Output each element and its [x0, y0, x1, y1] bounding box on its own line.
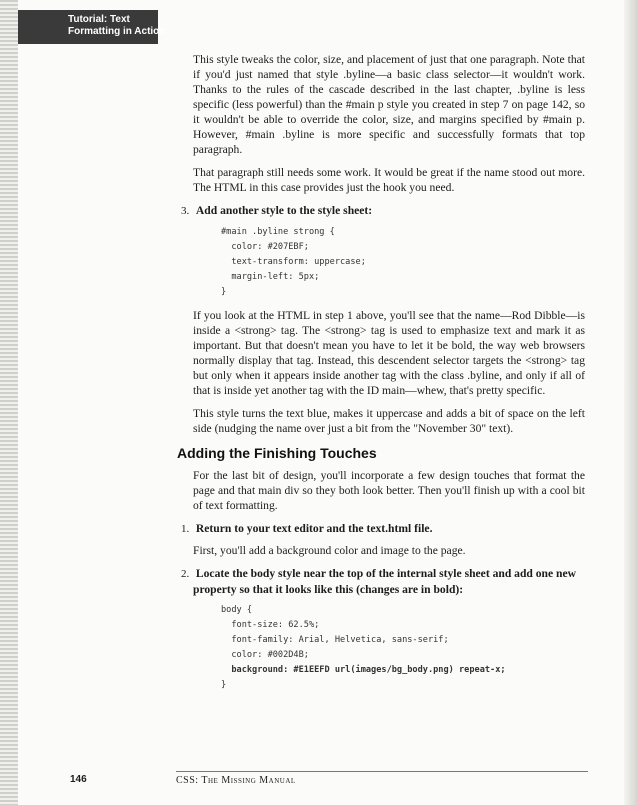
code-line-bold: background: #E1EEFD url(images/bg_body.png) repeat-x; [221, 665, 506, 675]
code-line: body { [221, 605, 253, 615]
code-block-byline-strong: #main .byline strong { color: #207EBF; text-transform: uppercase; margin-left: 5px; } [221, 227, 366, 297]
step-1 [181, 521, 585, 537]
step-number: 1. [181, 523, 190, 535]
code-block-body [221, 603, 585, 693]
step-instruction: Return to your text editor and the text.html file. [195, 522, 433, 535]
page-binding-edge [0, 0, 18, 805]
code-line: font-size: 62.5%; [221, 620, 320, 630]
footer-rule [176, 771, 588, 772]
paragraph-specificity: This style tweaks the color, size, and placement of just that one paragraph. Note that if you'd just named that style .byline—a basic class selector—it wouldn't work. Thanks to the rules of the cascade described in the last chapter, .byline is less specific (less powerful) than the #main p style you created in step 7 on page 142, so it wouldn't be able to override the color, size, and margins specified by #main p. However, #main .byline is more specific and successfully formats that top paragraph. [193, 53, 585, 156]
paragraph-style-effect: This style turns the text blue, makes it uppercase and adds a bit of space on the left side (nudging the name over just a bit from the "November 30" text). [193, 407, 585, 435]
page-body [177, 52, 585, 701]
page-number: 146 [70, 774, 87, 785]
code-line: } [221, 680, 227, 690]
chapter-tab [18, 10, 166, 44]
chapter-tab-line2: Formatting in Action [68, 26, 166, 37]
running-footer: CSS: The Missing Manual [176, 775, 296, 786]
code-line: color: #002D4B; [221, 650, 309, 660]
section-intro: For the last bit of design, you'll incorporate a few design touches that format the page and that main div so they both look better. Then you'll finish up with a cool bit of text formatting. [193, 469, 585, 512]
step-3 [181, 203, 585, 219]
chapter-tab-line1: Tutorial: Text [68, 14, 130, 25]
page-fold-edge [624, 0, 638, 805]
paragraph-needs-work: That paragraph still needs some work. It would be great if the name stood out more. The HTML in this case provides just the hook you need. [193, 166, 585, 194]
paragraph-strong-tag: If you look at the HTML in step 1 above, you'll see that the name—Rod Dibble—is inside a <strong> tag. The <strong> tag is used to emphasize text and mark it as important. But that doesn't mean you have to let it be bold, the way web browsers normally display that tag. Instead, this descendent selector targets the <strong> tag but only when it appears inside another tag with the class .byline, and only if all of that is inside yet another tag with the ID main—whew, that's pretty specific. [193, 309, 585, 397]
step-instruction: Add another style to the style sheet: [195, 204, 373, 217]
step-number: 3. [181, 205, 190, 217]
section-heading: Adding the Finishing Touches [177, 445, 377, 461]
step-instruction: Locate the body style near the top of the internal style sheet and add one new property so that it looks like this (changes are in bold): [193, 567, 577, 596]
step-1-body: First, you'll add a background color and image to the page. [193, 544, 466, 557]
step-2 [181, 566, 585, 597]
code-line: font-family: Arial, Helvetica, sans-serif; [221, 635, 449, 645]
step-number: 2. [181, 568, 190, 580]
